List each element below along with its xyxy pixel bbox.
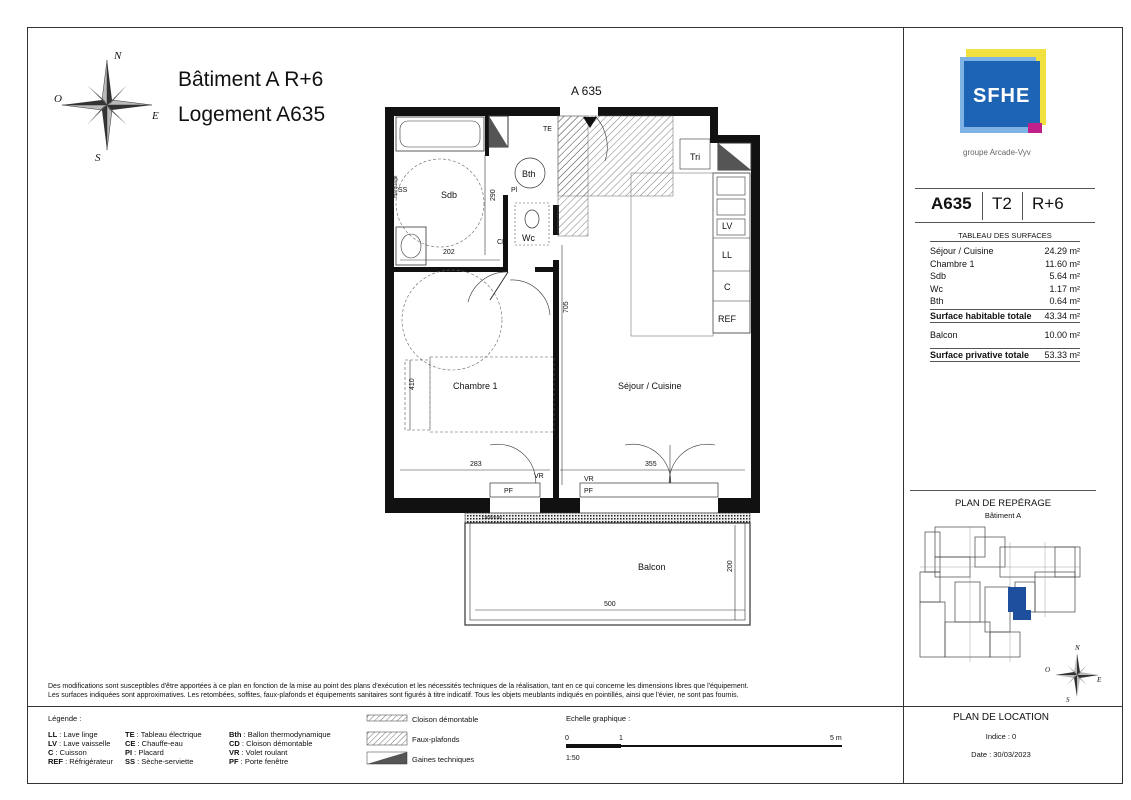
room-wc: Wc	[522, 233, 535, 243]
compass-s: S	[95, 152, 101, 164]
summary-divider-top	[915, 188, 1095, 189]
legend-item: Bth : Ballon thermodynamique	[229, 730, 331, 739]
logo-subtitle: groupe Arcade-Vyv	[963, 148, 1031, 157]
scale-bar-segment	[566, 744, 621, 748]
dim-200: 200	[727, 560, 734, 572]
legend-item: PF : Porte fenêtre	[229, 757, 289, 766]
label-ref: REF	[718, 314, 736, 324]
summary-unit: A635	[931, 194, 972, 213]
compass-rose-icon	[52, 50, 162, 162]
label-ll: LL	[722, 250, 733, 260]
compass-n: N	[114, 50, 122, 62]
bottom-divider	[27, 706, 903, 707]
label-lv: LV	[722, 221, 733, 231]
dim-202: 202	[443, 249, 455, 256]
surfaces-table	[930, 231, 1080, 362]
reperage-divider	[910, 490, 1096, 491]
room-balcon: Balcon	[638, 562, 666, 572]
label-vr2: VR	[584, 476, 594, 483]
legend-item: SS : Sèche-serviette	[125, 757, 194, 766]
table-row: Bth 0.64 m²	[930, 296, 1080, 306]
table-title: TABLEAU DES SURFACES	[930, 231, 1080, 242]
privative-row: Surface privative totale 53.33 m²	[930, 348, 1080, 363]
legend-item: CD : Cloison démontable	[229, 739, 313, 748]
scale-ratio: 1:50	[566, 755, 580, 762]
dim-705: 705	[563, 301, 570, 313]
dim-500: 500	[604, 601, 616, 608]
symbol-gaines: Gaines techniques	[412, 755, 475, 764]
summary-sep1	[982, 192, 983, 220]
scale-t1: 1	[619, 735, 623, 742]
label-ss: SS	[398, 187, 408, 194]
small-compass-n: N	[1075, 644, 1080, 652]
summary-floor: R+6	[1032, 194, 1064, 213]
location-date: Date : 30/03/2023	[971, 750, 1031, 759]
dim-290: 290	[490, 189, 497, 201]
site-plan-map	[915, 522, 1090, 667]
label-caniveau: caniveau	[482, 515, 503, 521]
disclaimer-line2: Les surfaces indiquées sont approximatives. Les retombées, soffites, faux-plafonds et équipements sanitaires sont figurés à titre indicatif. Tous les objets meublants indiqués en pointillés, ainsi que l'évier, ne sont pas fournis.	[48, 692, 739, 699]
small-compass-e: E	[1097, 676, 1102, 684]
scale-t0: 0	[565, 735, 569, 742]
dim-410: 410	[409, 378, 416, 390]
label-pf2: PF	[584, 488, 593, 495]
label-te: TE	[543, 126, 552, 133]
entry-label: A 635	[571, 84, 602, 98]
balcon-row: Balcon 10.00 m²	[930, 330, 1080, 340]
small-compass-o: O	[1045, 666, 1051, 674]
legend-symbols	[366, 712, 411, 767]
legend-col-3	[229, 730, 331, 766]
summary-type: T2	[992, 194, 1012, 213]
symbol-cloison: Cloison démontable	[412, 715, 479, 724]
floor-plan	[380, 95, 760, 630]
legend-item: CE : Chauffe-eau	[125, 739, 183, 748]
symbol-faux-plafonds: Faux-plafonds	[412, 735, 460, 744]
label-cd: CD	[497, 239, 508, 246]
legend-col-1	[48, 730, 113, 766]
disclaimer-line1: Des modifications sont susceptibles d'être apportées à ce plan en fonction de la mise au point des plans d'exécution et les nécessités techniques de la réalisation, tant en ce qui concerne les dimensions libres que l'équipement.	[48, 683, 749, 690]
unit-title: Logement A635	[178, 103, 326, 126]
label-marquage: marquage	[393, 175, 399, 198]
habitable-row: Surface habitable totale 43.34 m²	[930, 309, 1080, 324]
legend-title: Légende :	[48, 714, 82, 723]
compass-o: O	[54, 93, 62, 105]
summary-divider-mid	[915, 222, 1095, 223]
label-pf1: PF	[504, 488, 513, 495]
building-title: Bâtiment A R+6	[178, 68, 324, 91]
room-bth: Bth	[522, 169, 536, 179]
legend-item: VR : Volet roulant	[229, 748, 288, 757]
table-row: Chambre 1 11.60 m²	[930, 258, 1080, 269]
dim-355: 355	[645, 461, 657, 468]
table-row: Séjour / Cuisine 24.29 m²	[930, 246, 1080, 256]
reperage-title: PLAN DE REPÉRAGE	[954, 498, 1052, 509]
legend-col-2	[125, 730, 202, 766]
logo-text: SFHE	[973, 85, 1031, 107]
label-vr1: VR	[534, 473, 544, 480]
legend-item: LV : Lave vaisselle	[48, 739, 111, 748]
reperage-subtitle: Bâtiment A	[984, 511, 1022, 520]
room-sdb: Sdb	[441, 190, 458, 200]
location-divider	[903, 706, 1123, 707]
legend-item: PI : Placard	[125, 748, 164, 757]
compass-e: E	[152, 110, 159, 122]
scale-title: Echelle graphique :	[566, 714, 631, 723]
legend-item: C : Cuisson	[48, 748, 87, 757]
right-column-divider	[903, 27, 904, 784]
room-sejour: Séjour / Cuisine	[618, 381, 682, 391]
room-chambre: Chambre 1	[453, 381, 498, 391]
summary-sep2	[1022, 192, 1023, 220]
legend-item: REF : Réfrigérateur	[48, 757, 114, 766]
dim-283: 283	[470, 461, 482, 468]
table-row: Sdb 5.64 m²	[930, 271, 1080, 281]
label-tri: Tri	[690, 152, 701, 162]
label-c: C	[724, 282, 731, 292]
legend-item: TE : Tableau électrique	[125, 730, 202, 739]
location-title: PLAN DE LOCATION	[953, 712, 1049, 723]
label-pl: Pl	[511, 187, 518, 194]
table-row: Wc 1.17 m²	[930, 283, 1080, 294]
legend-item: LL : Lave linge	[48, 730, 98, 739]
small-compass-s: S	[1066, 696, 1070, 704]
location-indice: Indice : 0	[985, 732, 1017, 741]
scale-t5: 5 m	[830, 735, 842, 742]
